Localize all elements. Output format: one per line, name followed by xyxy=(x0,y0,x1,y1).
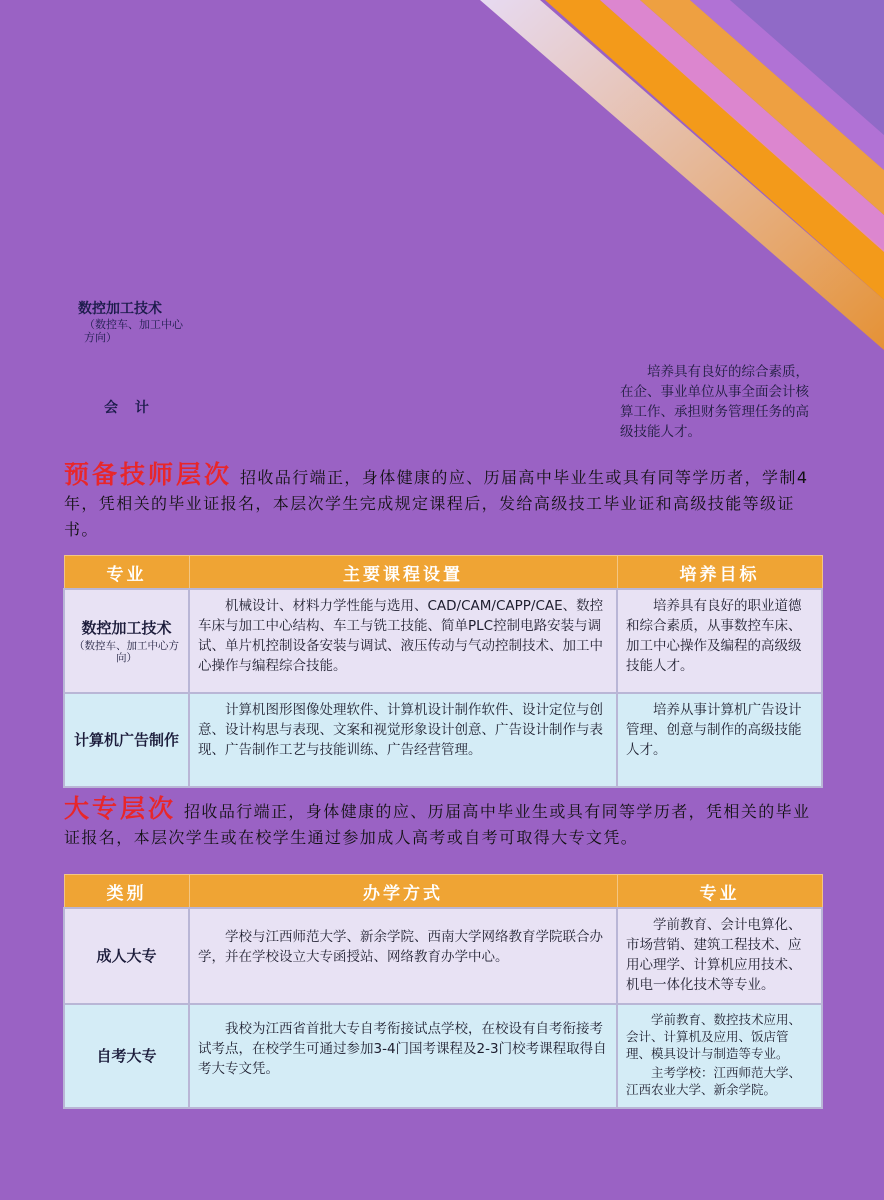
row-majors-extra: 主考学校：江西师范大学、江西农业大学、新余学院。 xyxy=(626,1065,802,1097)
row-goal: 培养从事计算机广告设计管理、创意与制作的高级技能人才。 xyxy=(617,693,822,787)
section-college-intro xyxy=(64,796,826,851)
table-header-row xyxy=(64,556,822,590)
row-category-name: 成人大专 xyxy=(64,908,189,1004)
column-header-goal: 培养目标 xyxy=(617,556,822,590)
column-header-courses: 主要课程设置 xyxy=(189,556,617,590)
row-majors: 学前教育、会计电算化、市场营销、建筑工程技术、应用心理学、计算机应用技术、机电一体化技术等专业。 xyxy=(617,908,822,1004)
row-majors-text: 学前教育、数控技术应用、会计、计算机及应用、饭店管理、模具设计与制造等专业。 xyxy=(626,1012,802,1061)
row-major-name xyxy=(64,589,189,693)
accounting-goal-text: 培养具有良好的综合素质，在企、事业单位从事全面会计核算工作、承担财务管理任务的高级技能人才。 xyxy=(620,364,809,440)
section-technician-intro xyxy=(64,462,826,543)
table-row xyxy=(64,1004,822,1108)
section-text-technician: 招收品行端正，身体健康的应、历届高中毕业生或具有同等学历者，学制4年，凭相关的毕业证报名，本层次学生完成规定课程后，发给高级技工毕业证和高级技能等级证书。 xyxy=(64,468,809,539)
major-label-accounting: 会 计 xyxy=(104,400,155,416)
section-heading-technician: 预备技师层次 xyxy=(64,460,233,489)
major-sublabel-cnc: （数控车、加工中心方向） xyxy=(84,318,183,344)
technician-course-table xyxy=(63,555,823,788)
row-courses: 计算机图形图像处理软件、计算机设计制作软件、设计定位与创意、设计构思与表现、文案和视觉形象设计创意、广告设计制作与表现、广告制作工艺与技能训练、广告经营管理。 xyxy=(189,693,617,787)
major-name-text: 数控加工技术 xyxy=(81,619,172,637)
college-program-table xyxy=(63,874,823,1109)
row-method: 学校与江西师范大学、新余学院、西南大学网络教育学院联合办学，并在学校设立大专函授站、网络教育办学中心。 xyxy=(189,908,617,1004)
row-goal: 培养具有良好的职业道德和综合素质，从事数控车床、加工中心操作及编程的高级级技能人才。 xyxy=(617,589,822,693)
section-heading-college: 大专层次 xyxy=(64,794,177,823)
table-row xyxy=(64,589,822,693)
row-category-name: 自考大专 xyxy=(64,1004,189,1108)
table-header-row xyxy=(64,875,822,909)
row-method: 我校为江西省首批大专自考衔接试点学校，在校设有自考衔接考试考点，在校学生可通过参加3-4门国考课程及2-3门校考课程取得自考大专文凭。 xyxy=(189,1004,617,1108)
major-label-cnc: 数控加工技术 xyxy=(78,301,162,317)
table-row xyxy=(64,693,822,787)
major-name-sub: （数控车、加工中心方向） xyxy=(74,640,179,664)
section-text-college: 招收品行端正，身体健康的应、历届高中毕业生或具有同等学历者，凭相关的毕业证报名，本层次学生或在校学生通过参加成人高考或自考可取得大专文凭。 xyxy=(64,802,811,847)
table-row xyxy=(64,908,822,1004)
column-header-major: 专业 xyxy=(64,556,189,590)
column-header-category: 类别 xyxy=(64,875,189,909)
row-courses: 机械设计、材料力学性能与选用、CAD/CAM/CAPP/CAE、数控车床与加工中心结构、车工与铣工技能、简单PLC控制电路安装与调试、单片机控制设备安装与调试、液压传动与气动控制技术、加工中心操作与编程综合技能。 xyxy=(189,589,617,693)
column-header-majors: 专业 xyxy=(617,875,822,909)
row-major-name: 计算机广告制作 xyxy=(64,693,189,787)
row-majors xyxy=(617,1004,822,1108)
column-header-method: 办学方式 xyxy=(189,875,617,909)
